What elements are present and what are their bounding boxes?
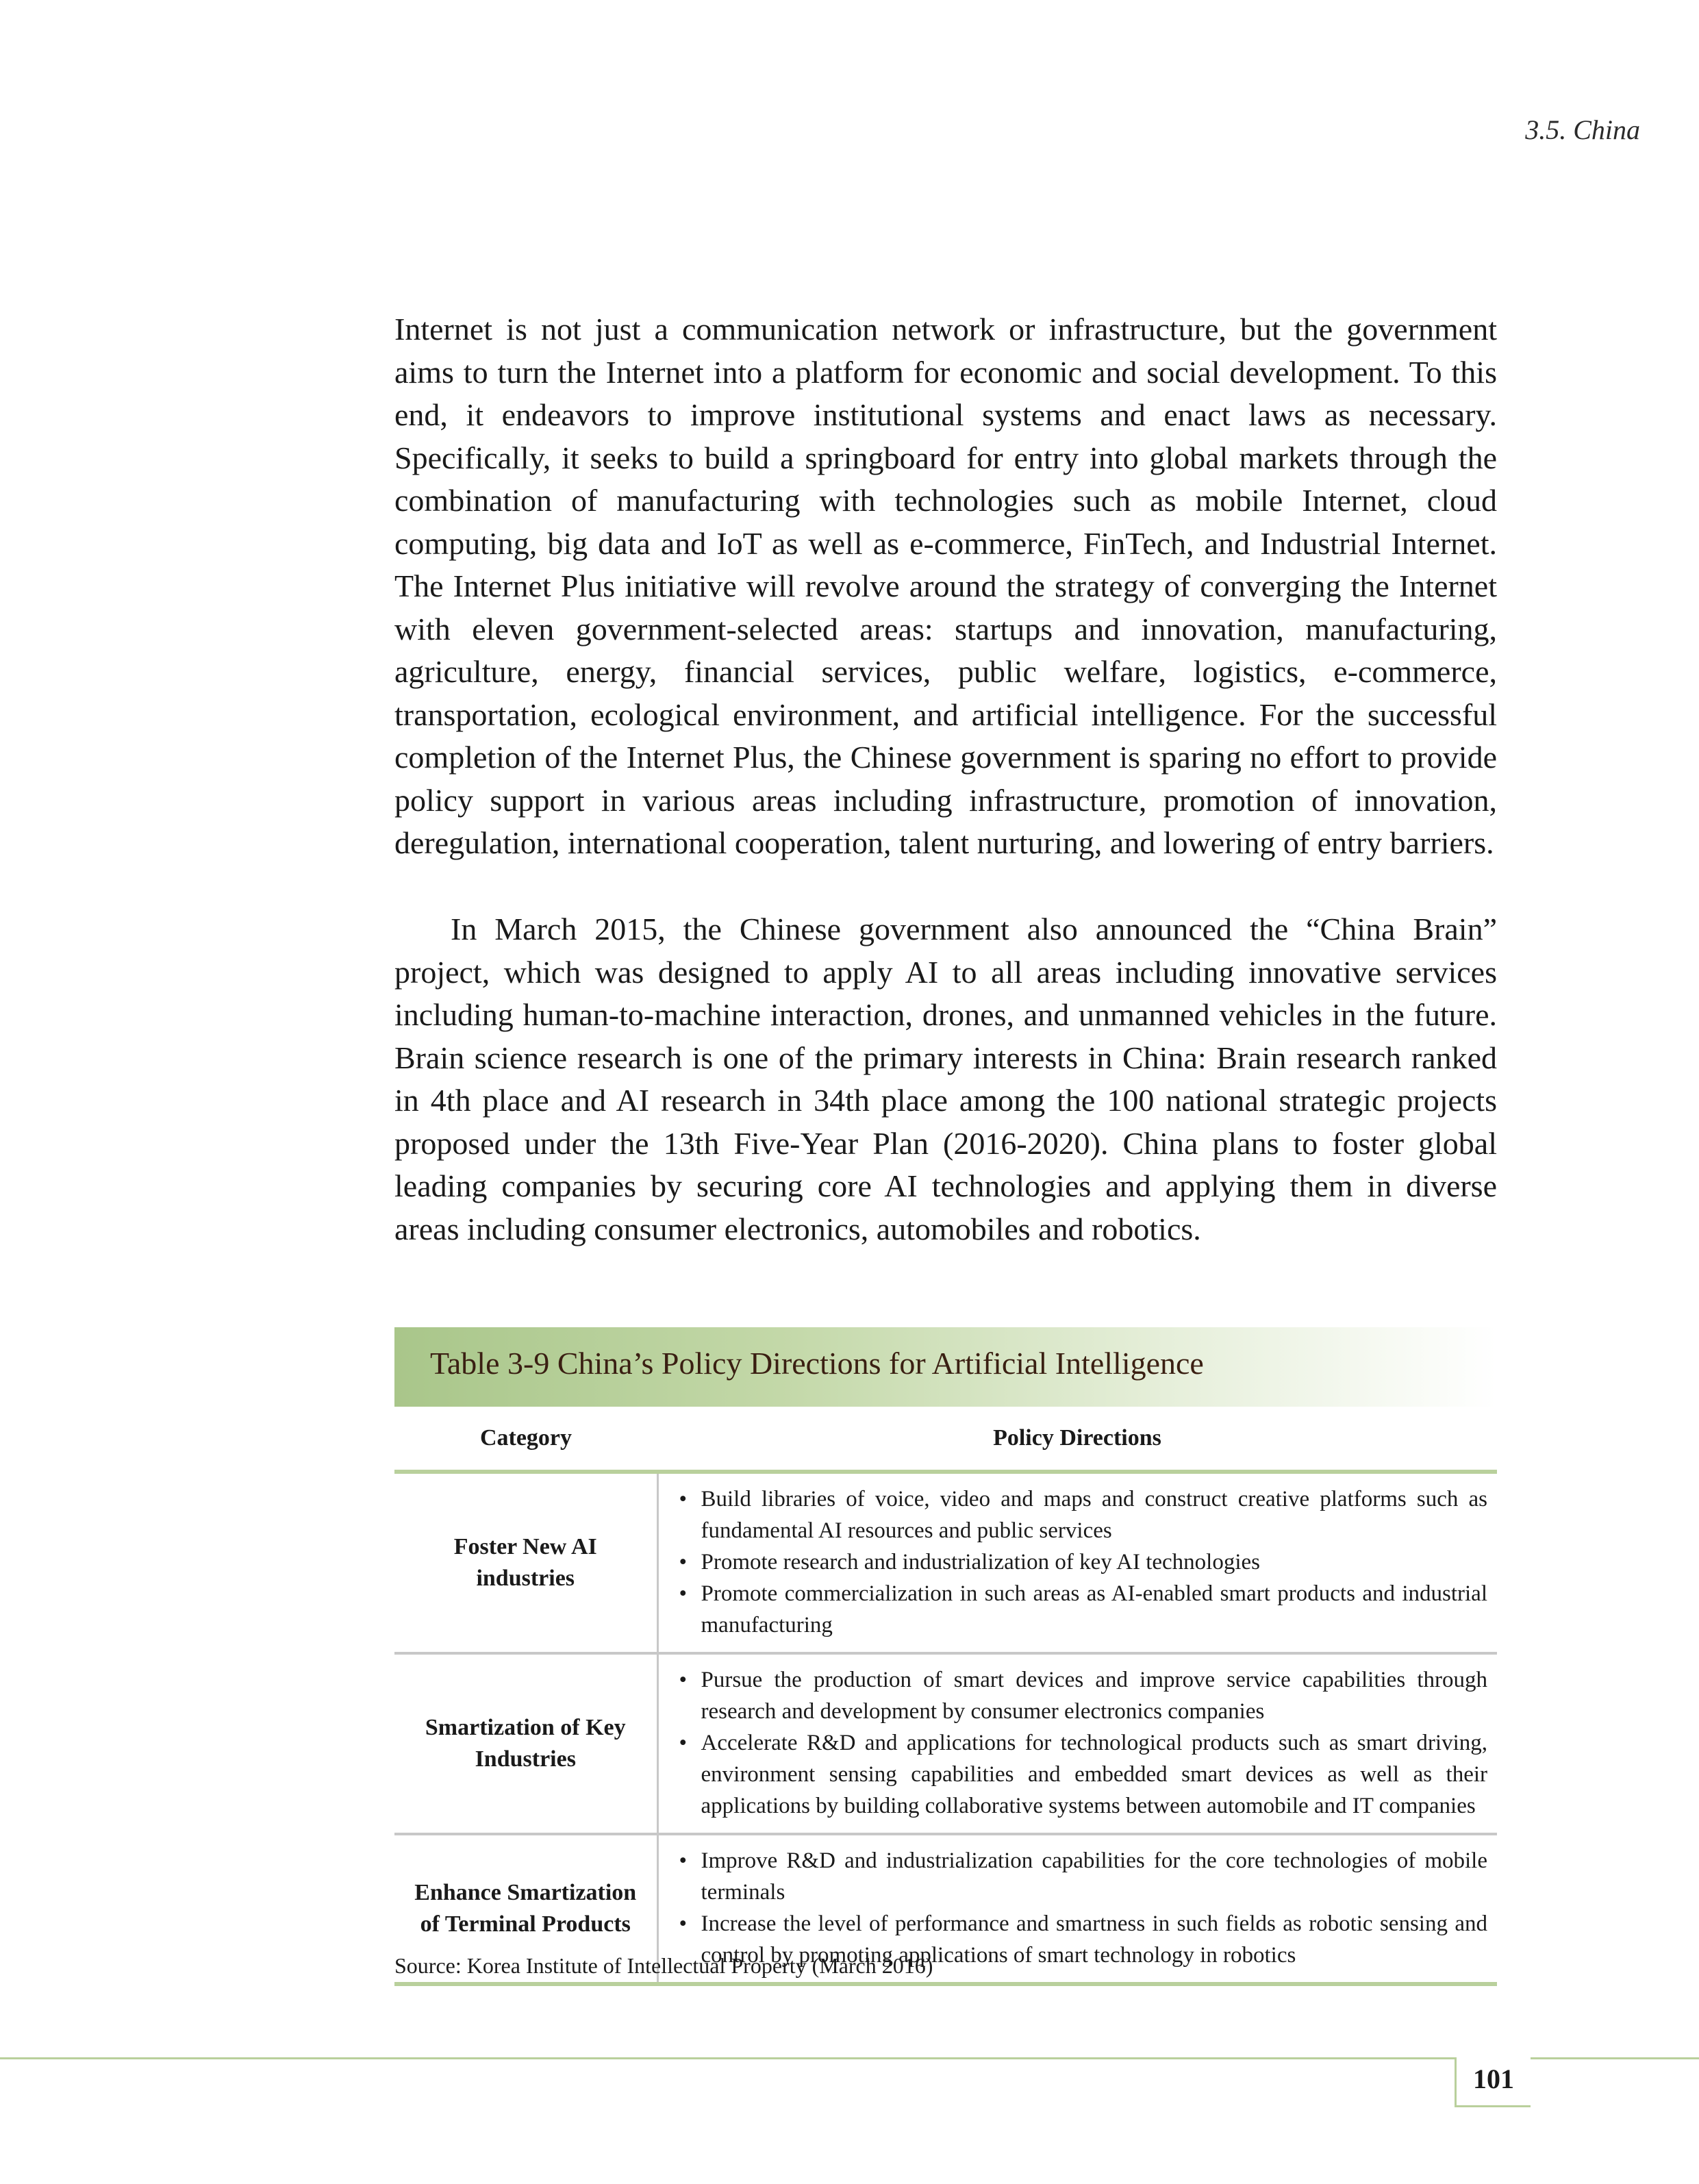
table-row-foster-new-ai — [394, 1472, 1497, 1653]
policy-text: Build libraries of voice, video and maps and construct creative platforms such as fundamental AI resources and public services — [701, 1487, 1487, 1543]
bullet-icon: • — [679, 1581, 688, 1606]
table-header-row — [394, 1407, 1497, 1472]
category-cell: Foster New AI industries — [394, 1472, 657, 1653]
page-number: 101 — [1473, 2063, 1514, 2094]
column-header-policy-directions: Policy Directions — [657, 1407, 1497, 1472]
policy-text: Improve R&D and industrialization capabilities for the core technologies of mobile terminals — [701, 1848, 1487, 1905]
column-header-category: Category — [394, 1407, 657, 1472]
policy-item — [679, 1483, 1488, 1546]
table-title-band — [394, 1327, 1497, 1407]
policy-list — [679, 1483, 1488, 1641]
policy-text: Promote commercialization in such areas as AI-enabled smart products and industrial manufacturing — [701, 1581, 1487, 1637]
policy-item — [679, 1727, 1488, 1822]
policy-table — [394, 1407, 1497, 1986]
policy-item — [679, 1578, 1488, 1641]
footer-rule — [0, 2057, 1699, 2059]
table-title: Table 3-9 China’s Policy Directions for Artificial Intelligence — [430, 1346, 1204, 1381]
category-cell: Smartization of Key Industries — [394, 1653, 657, 1834]
paragraph-internet-plus: Internet is not just a communication network or infrastructure, but the government aims to turn the Internet into a platform for economic and social development. To this end, it endeavors to improve institutional systems and enact laws as necessary. Specifically, it seeks to build a springboard for entry into global markets through the combination of manufacturing with technologies such as mobile Internet, cloud computing, big data and IoT as well as e-commerce, FinTech, and Industrial Internet. The Internet Plus initiative will revolve around the strategy of converging the Internet with eleven government-selected areas: startups and innovation, manufacturing, agriculture, energy, financial services, public welfare, logistics, e-commerce, transportation, ecological environment, and artificial intelligence. For the successful completion of the Internet Plus, the Chinese government is sparing no effort to provide policy support in various areas including infrastructure, promotion of innovation, deregulation, international cooperation, talent nurturing, and lowering of entry barriers. — [394, 312, 1497, 860]
policy-list — [679, 1845, 1488, 1971]
category-cell: Enhance Smartization of Terminal Products — [394, 1834, 657, 1984]
policy-item — [679, 1845, 1488, 1908]
bullet-icon: • — [679, 1911, 688, 1936]
policy-cell — [657, 1653, 1497, 1834]
policy-item — [679, 1546, 1488, 1578]
policy-text: Accelerate R&D and applications for technological products such as smart driving, environment sensing capabilities and embedded smart devices as well as their applications by building collaborative systems between automobile and IT companies — [701, 1731, 1487, 1818]
policy-cell — [657, 1472, 1497, 1653]
bullet-icon: • — [679, 1731, 688, 1755]
running-header: 3.5. China — [1525, 114, 1640, 145]
policy-text: Promote research and industrialization of key AI technologies — [701, 1550, 1261, 1574]
policy-list — [679, 1664, 1488, 1822]
paragraph-china-brain: In March 2015, the Chinese government also announced the “China Brain” project, which was designed to apply AI to all areas including innovative services including human-to-machine interaction, drones, and unmanned vehicles in the future. Brain science research is one of the primary interests in China: Brain research ranked in 4th place and AI research in 34th place among the 100 national strategic projects proposed under the 13th Five-Year Plan (2016-2020). China plans to foster global leading companies by securing core AI technologies and applying them in diverse areas including consumer electronics, automobiles and robotics. — [394, 912, 1497, 1246]
policy-text: Pursue the production of smart devices and improve service capabilities through research and development by consumer electronics companies — [701, 1668, 1487, 1724]
table-row-smartization-key-industries — [394, 1653, 1497, 1834]
policy-item — [679, 1664, 1488, 1727]
bullet-icon: • — [679, 1487, 688, 1511]
policy-text: Increase the level of performance and smartness in such fields as robotic sensing and control by promoting applications of smart technology in robotics — [701, 1911, 1487, 1968]
bullet-icon: • — [679, 1550, 688, 1574]
table-source-note: Source: Korea Institute of Intellectual Property (March 2016) — [394, 1953, 933, 1978]
bullet-icon: • — [679, 1848, 688, 1873]
bullet-icon: • — [679, 1668, 688, 1692]
page-number-box — [1455, 2057, 1531, 2107]
